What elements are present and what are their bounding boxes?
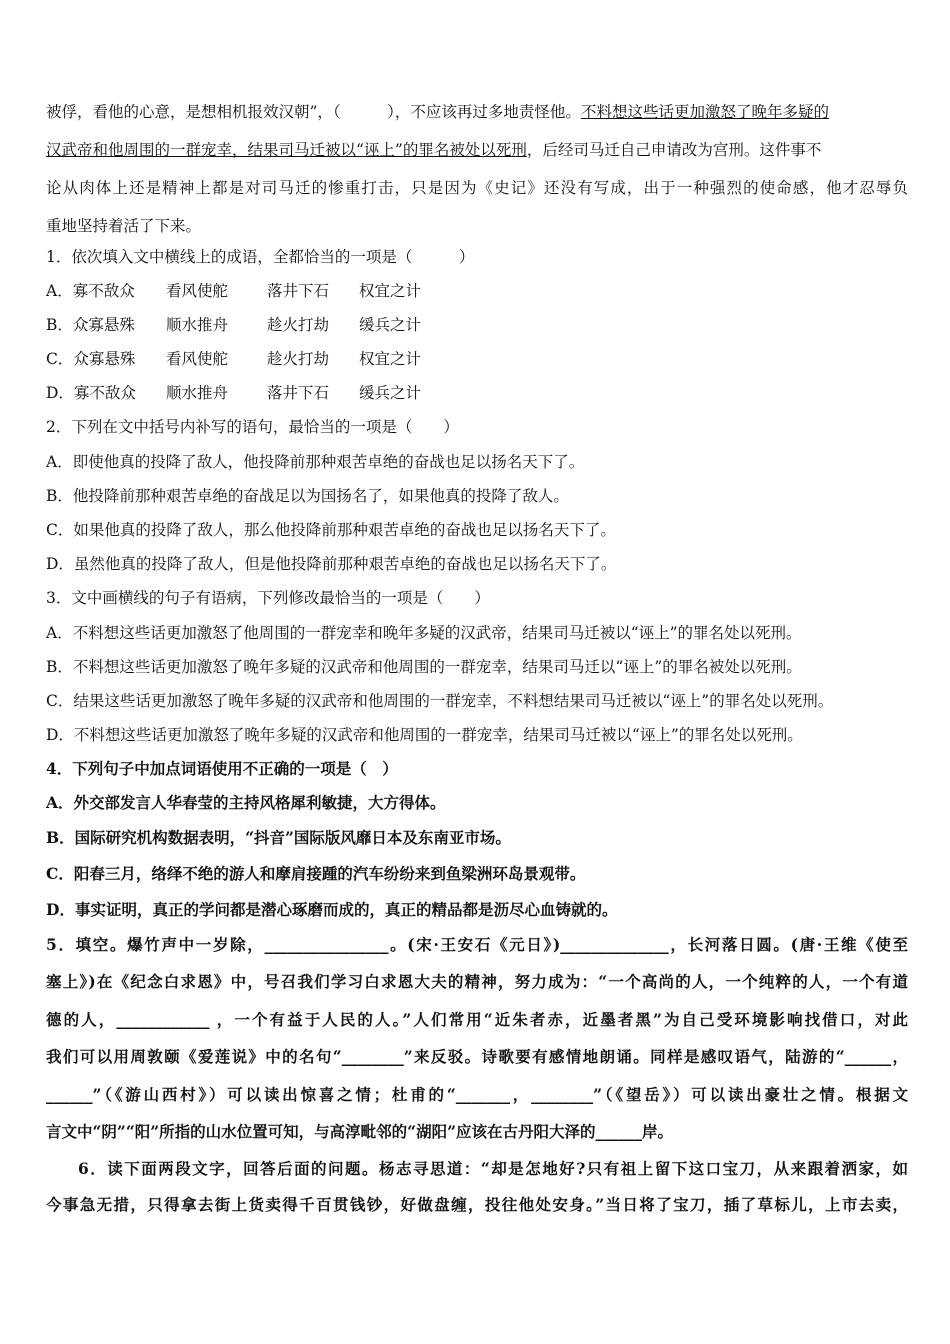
question-6-line-1: 6．读下面两段文字，回答后面的问题。杨志寻思道：“却是怎地好?只有祖上留下这口宝刀，从来跟着洒家，如 [78, 1159, 908, 1178]
passage-line-1 [46, 102, 908, 122]
passage-line-4: 重地坚持着活了下来。 [46, 217, 202, 235]
question-1-option-d[interactable] [46, 383, 908, 403]
question-3-option-a[interactable]: A．不料想这些话更加激怒了他周围的一群宠幸和晚年多疑的汉武帝，结果司马迁被以“诬上”的罪名处以死刑。 [46, 624, 802, 642]
passage-line-2 [46, 140, 908, 160]
question-2-stem: 2．下列在文中括号内补写的语句，最恰当的一项是（ ） [46, 418, 459, 436]
question-6-line-2: 今事急无措，只得拿去街上货卖得千百贯钱钞，好做盘缠，投往他处安身。”当日将了宝刀，插了草标儿，上市去卖， [46, 1195, 908, 1214]
question-4-option-a[interactable]: A．外交部发言人华春莹的主持风格犀利敏捷，大方得体。 [46, 793, 446, 812]
underlined-sentence: 汉武帝和他周围的一群宠幸，结果司马迁被以“诬上”的罪名被处以死刑 [46, 141, 527, 159]
option-idiom: 落井下石 [267, 282, 330, 300]
option-idiom: C．众寡悬殊 [46, 350, 136, 368]
question-5-line-6: 言文中“阴”“阳”所指的山水位置可知，与高淳毗邻的“湖阳”应该在古丹阳大泽的______岸。 [46, 1122, 673, 1141]
passage-text: 被俘，看他的心意，是想相机报效汉朝”，（ ），不应该再过多地责怪他。 [46, 103, 581, 121]
question-2-option-b[interactable]: B．他投降前那种艰苦卓绝的奋战足以为国扬名了，如果他真的投降了敌人。 [46, 487, 569, 505]
question-5-line-1: 5．填空。爆竹声中一岁除，________________。(宋·王安石《元日》)______________，长河落日圆。(唐·王维《使至 [46, 935, 908, 954]
option-idiom: 权宜之计 [359, 350, 422, 368]
question-5-line-3: 德的人，____________ ，一个有益于人民的人。”人们常用“近朱者赤，近墨者黑”为自己受环境影响找借口，对此 [46, 1010, 908, 1029]
option-idiom: 顺水推舟 [166, 384, 229, 402]
question-3-option-c[interactable]: C．结果这些话更加激怒了晚年多疑的汉武帝和他周围的一群宠幸，不料想结果司马迁被以“诬上”的罪名处以死刑。 [46, 692, 834, 710]
question-3-option-b[interactable]: B．不料想这些话更加激怒了晚年多疑的汉武帝和他周围的一群宠幸，结果司马迁以“诬上”的罪名被处以死刑。 [46, 658, 802, 676]
option-idiom: 缓兵之计 [359, 384, 422, 402]
question-3-stem: 3．文中画横线的句子有语病，下列修改最恰当的一项是（ ） [46, 589, 490, 607]
option-idiom: A．寡不敌众 [46, 282, 135, 300]
question-4-option-c[interactable]: C．阳春三月，络绎不绝的游人和摩肩接踵的汽车纷纷来到鱼梁洲环岛景观带。 [46, 864, 586, 883]
question-2-option-d[interactable]: D．虽然他真的投降了敌人，但是他投降前那种艰苦卓绝的奋战也足以扬名天下了。 [46, 555, 617, 573]
question-4-option-b[interactable]: B．国际研究机构数据表明，“抖音”国际版风靡日本及东南亚市场。 [46, 828, 511, 847]
question-2-option-c[interactable]: C．如果他真的投降了敌人，那么他投降前那种艰苦卓绝的奋战也足以扬名天下了。 [46, 521, 616, 539]
question-1-option-a[interactable] [46, 281, 908, 301]
option-idiom: D．寡不敌众 [46, 384, 136, 402]
question-1-option-c[interactable] [46, 349, 908, 369]
passage-text: ，后经司马迁自己申请改为宫刑。这件事不 [526, 141, 822, 159]
passage-line-3: 论从肉体上还是精神上都是对司马迁的惨重打击，只是因为《史记》还没有写成，出于一种强烈的使命感，他才忍辱负 [46, 179, 908, 197]
question-4-option-d[interactable]: D．事实证明，真正的学问都是潜心琢磨而成的，真正的精品都是沥尽心血铸就的。 [46, 900, 618, 919]
option-idiom: 趁火打劫 [267, 316, 330, 334]
option-idiom: 顺水推舟 [166, 316, 229, 334]
option-idiom: 趁火打劫 [267, 350, 330, 368]
option-idiom: 看风使舵 [166, 350, 229, 368]
question-5-line-5: ______”（《游山西村》）可以读出惊喜之情；杜甫的“_______，________”（《望岳》）可以读出豪壮之情。根据文 [46, 1085, 908, 1104]
question-5-line-2: 塞上》)在《纪念白求恩》中，号召我们学习白求恩大夫的精神，努力成为：“一个高尚的人，一个纯粹的人，一个有道 [46, 972, 908, 991]
question-4-stem: 4．下列句子中加点词语使用不正确的一项是（ ） [46, 759, 398, 778]
question-2-option-a[interactable]: A．即使他真的投降了敌人，他投降前那种艰苦卓绝的奋战也足以扬名天下了。 [46, 453, 585, 471]
question-5-line-4: 我们可以用周敦颐《爱莲说》中的名句“________”来反驳。诗歌要有感情地朗诵。同样是感叹语气，陆游的“______， [46, 1047, 908, 1066]
option-idiom: 缓兵之计 [359, 316, 422, 334]
question-1-option-b[interactable] [46, 315, 908, 335]
question-1-stem: 1．依次填入文中横线上的成语，全都恰当的一项是（ ） [46, 248, 475, 266]
question-3-option-d[interactable]: D．不料想这些话更加激怒了晚年多疑的汉武帝和他周围的一群宠幸，结果司马迁被以“诬上”的罪名处以死刑。 [46, 726, 803, 744]
option-idiom: 权宜之计 [359, 282, 422, 300]
underlined-sentence: 不料想这些话更加激怒了晚年多疑的 [580, 103, 829, 121]
option-idiom: 看风使舵 [166, 282, 229, 300]
option-idiom: B．众寡悬殊 [46, 316, 135, 334]
option-idiom: 落井下石 [267, 384, 330, 402]
